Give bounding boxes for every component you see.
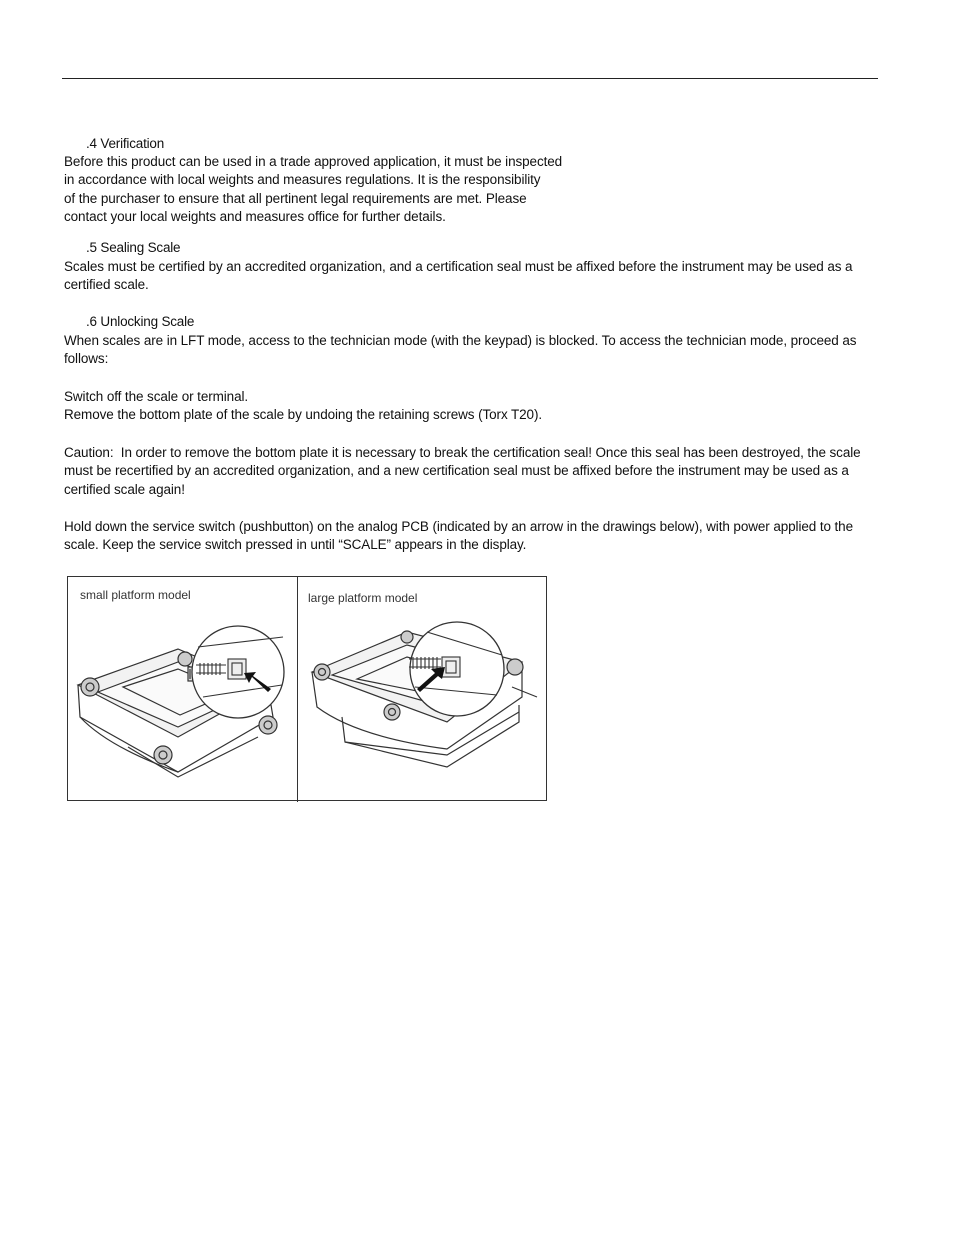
label-large-platform: large platform model — [308, 591, 418, 605]
small-platform-drawing — [68, 577, 297, 802]
text-line: In order to remove the bottom plate it is necessary to break the certification seal! Once this seal has been destroyed, the scale — [120, 445, 861, 460]
text-line: of the purchaser to ensure that all pertinent legal requirements are met. Please — [64, 190, 527, 206]
heading-verification: .4 Verification — [86, 136, 165, 151]
text-line: When scales are in LFT mode, access to the technician mode (with the keypad) is blocked. To access the technician mode, proceed as — [64, 333, 857, 348]
text-line: Before this product can be used in a trade approved application, it must be inspected — [64, 154, 563, 169]
verification-text — [64, 153, 562, 226]
service-switch-text — [64, 518, 853, 555]
service-switch-figure — [67, 576, 547, 801]
heading-sealing-scale: .5 Sealing Scale — [86, 240, 181, 255]
text-line: certified scale. — [64, 277, 149, 293]
step-switch-off: Switch off the scale or terminal. — [64, 389, 249, 404]
unlocking-steps — [64, 388, 542, 425]
caution-text — [64, 444, 861, 499]
unlocking-intro — [64, 332, 856, 369]
sealing-text — [64, 258, 852, 295]
label-small-platform: small platform model — [80, 588, 191, 602]
text-line: certified scale again! — [64, 481, 185, 497]
heading-unlocking-scale: .6 Unlocking Scale — [86, 314, 195, 329]
header-rule — [62, 78, 878, 79]
step-remove-plate: Remove the bottom plate of the scale by undoing the retaining screws (Torx T20). — [64, 407, 543, 423]
text-line: Hold down the service switch (pushbutton) on the analog PCB (indicated by an arrow in the drawings below), with power applied to the — [64, 519, 853, 534]
text-line: scale. Keep the service switch pressed in until “SCALE” appears in the display. — [64, 537, 527, 553]
text-line: Scales must be certified by an accredited organization, and a certification seal must be affixed before the instrument may be used as a — [64, 259, 853, 274]
text-line: must be recertified by an accredited organization, and a new certification seal must be affixed before the instrument may be used as a — [64, 463, 849, 479]
large-platform-drawing — [297, 577, 548, 802]
text-line: contact your local weights and measures office for further details. — [64, 208, 446, 224]
text-line: follows: — [64, 351, 109, 367]
text-line: in accordance with local weights and measures regulations. It is the responsibility — [64, 172, 541, 188]
caution-label: Caution: — [64, 445, 114, 460]
